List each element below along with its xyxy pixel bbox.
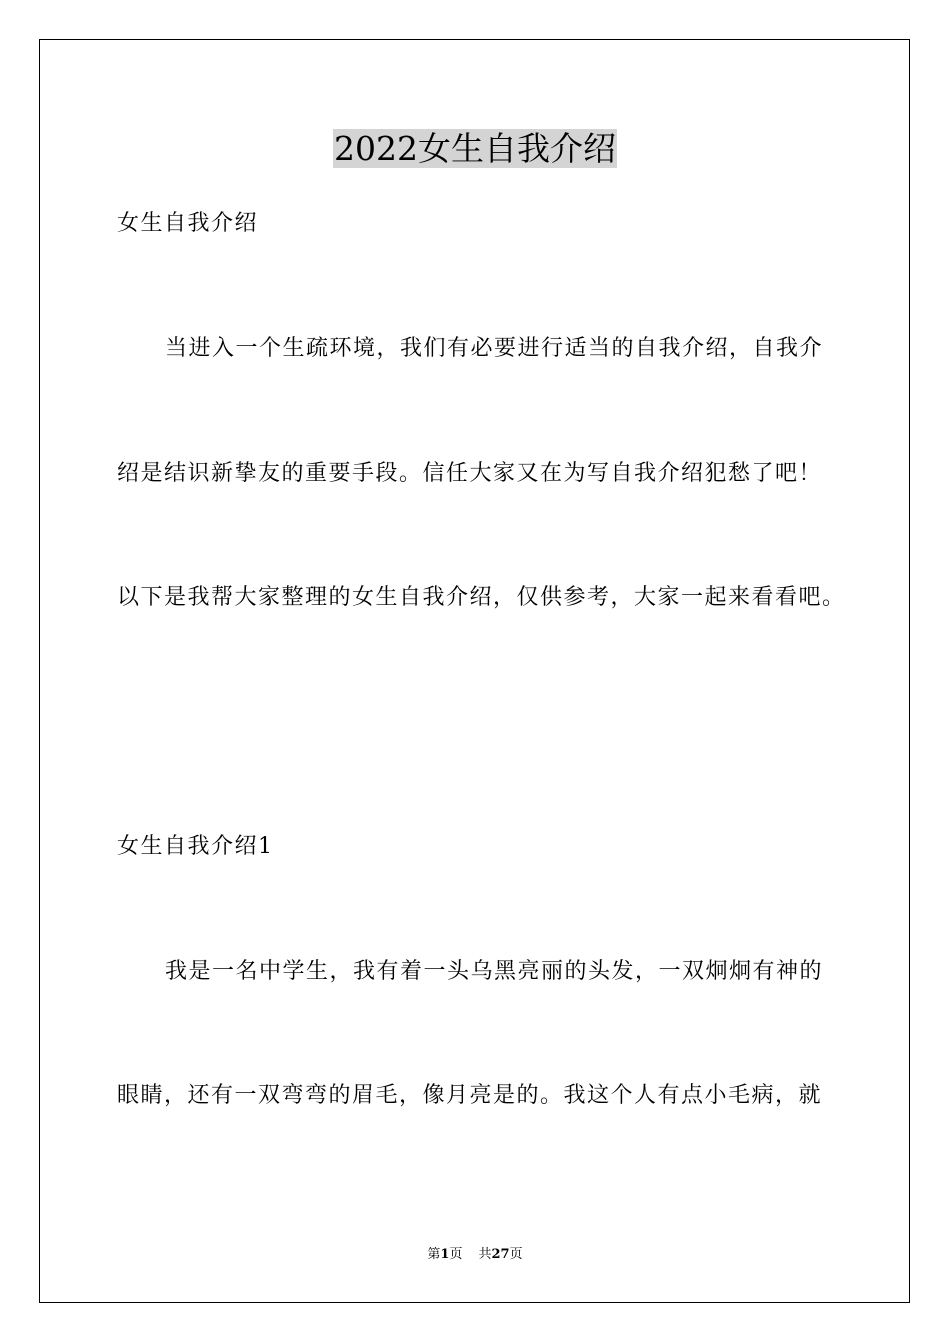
paragraph-line: 以下是我帮大家整理的女生自我介绍，仅供参考，大家一起来看看吧。 — [117, 585, 846, 610]
page-total: 27 — [491, 1247, 510, 1262]
page-prefix: 第 — [427, 1247, 441, 1262]
page-footer — [0, 1246, 950, 1264]
section-heading: 女生自我介绍 — [117, 211, 259, 236]
paragraph-line: 当进入一个生疏环境，我们有必要进行适当的自我介绍，自我介 — [165, 336, 824, 361]
paragraph-line: 绍是结识新挚友的重要手段。信任大家又在为写自我介绍犯愁了吧！ — [117, 461, 823, 486]
paragraph-line: 眼睛，还有一双弯弯的眉毛，像月亮是的。我这个人有点小毛病，就 — [117, 1083, 823, 1108]
paragraph-line: 我是一名中学生，我有着一头乌黑亮丽的头发，一双炯炯有神的 — [165, 959, 824, 984]
page-current: 1 — [440, 1247, 450, 1262]
document-title-text: 2022女生自我介绍 — [334, 129, 616, 168]
document-title — [0, 127, 950, 171]
total-suffix: 页 — [509, 1247, 523, 1262]
section-heading: 女生自我介绍1 — [117, 834, 274, 859]
total-prefix: 共 — [478, 1247, 492, 1262]
page-suffix: 页 — [449, 1247, 463, 1262]
